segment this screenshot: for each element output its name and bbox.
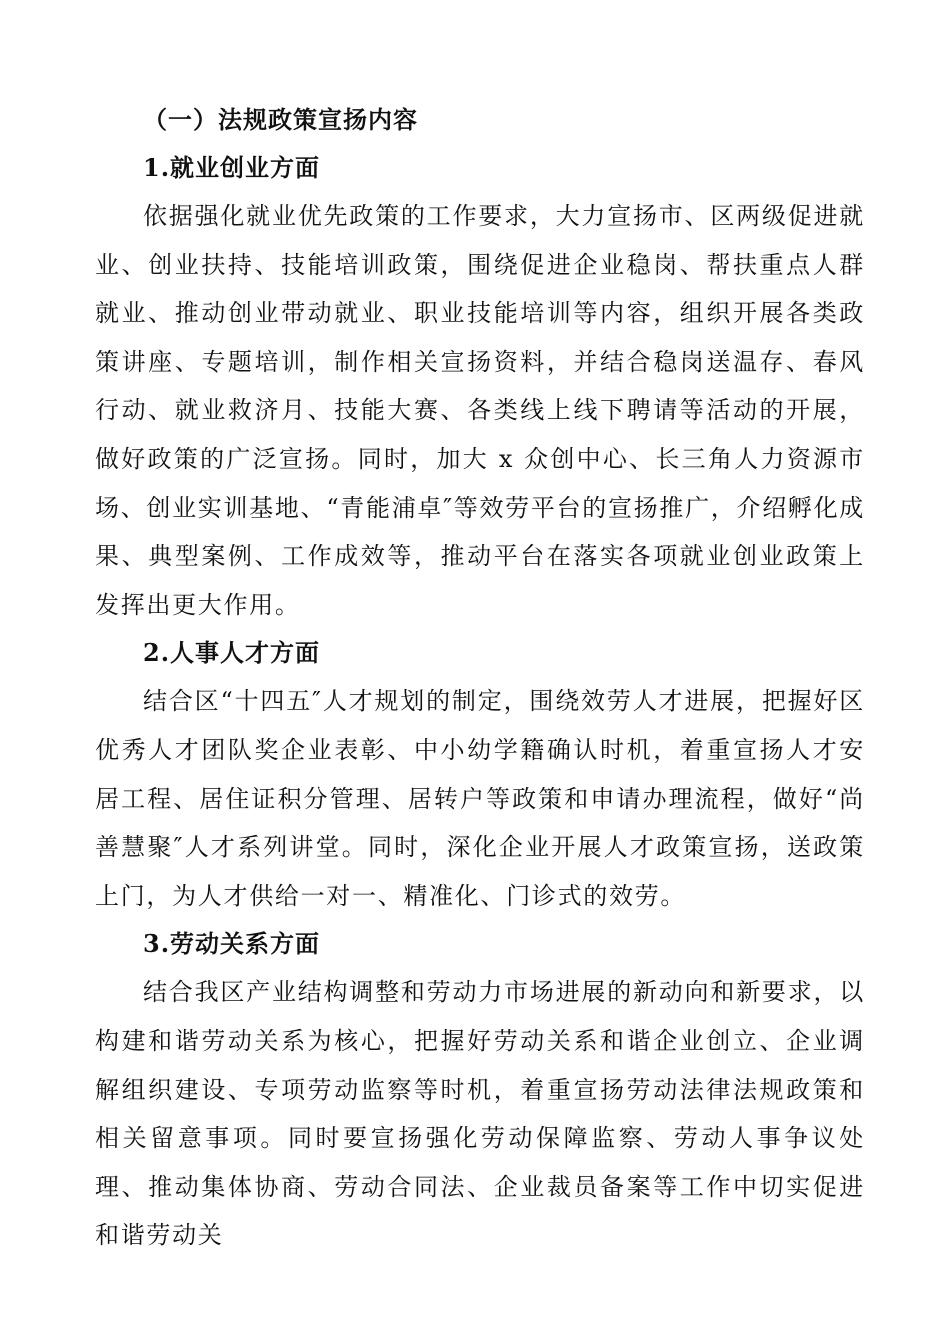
subsection-heading-employment: 1.就业创业方面 <box>143 153 321 182</box>
document-body <box>95 96 865 1260</box>
subsection-heading-labor: 3.劳动关系方面 <box>143 929 321 959</box>
paragraph-employment: 依据强化就业优先政策的工作要求，大力宣扬市、区两级促进就业、创业扶持、技能培训政策，围绕促进企业稳岗、帮扶重点人群就业、推动创业带动就业、职业技能培训等内容，组织开展各类政策讲座、专题培训，制作相关宣扬资料，并结合稳岗送温存、春风行动、就业救济月、技能大赛、各类线上线下聘请等活动的开展，做好政策的广泛宣扬。同时，加大 x 众创中心、长三角人力资源市场、创业实训基地、“青能浦卓″等效劳平台的宣扬推广，介绍孵化成果、典型案例、工作成效等，推动平台在落实各项就业创业政策上发挥出更大作用。 <box>95 202 865 619</box>
section-title: （一）法规政策宣扬内容 <box>143 105 418 134</box>
subsection-heading-talent: 2.人事人才方面 <box>143 638 321 668</box>
paragraph-talent: 结合区“十四五″人才规划的制定，围绕效劳人才进展，把握好区优秀人才团队奖企业表彰、中小幼学籍确认时机，着重宣扬人才安居工程、居住证积分管理、居转户等政策和申请办理流程，做好“尚善慧聚″人才系列讲堂。同时，深化企业开展人才政策宣扬，送政策上门，为人才供给一对一、精准化、门诊式的效劳。 <box>95 687 865 910</box>
paragraph-labor: 结合我区产业结构调整和劳动力市场进展的新动向和新要求，以构建和谐劳动关系为核心，把握好劳动关系和谐企业创立、企业调解组织建设、专项劳动监察等时机，着重宣扬劳动法律法规政策和相关留意事项。同时要宣扬强化劳动保障监察、劳动人事争议处理、推动集体协商、劳动合同法、企业裁员备案等工作中切实促进和谐劳动关 <box>95 978 865 1250</box>
